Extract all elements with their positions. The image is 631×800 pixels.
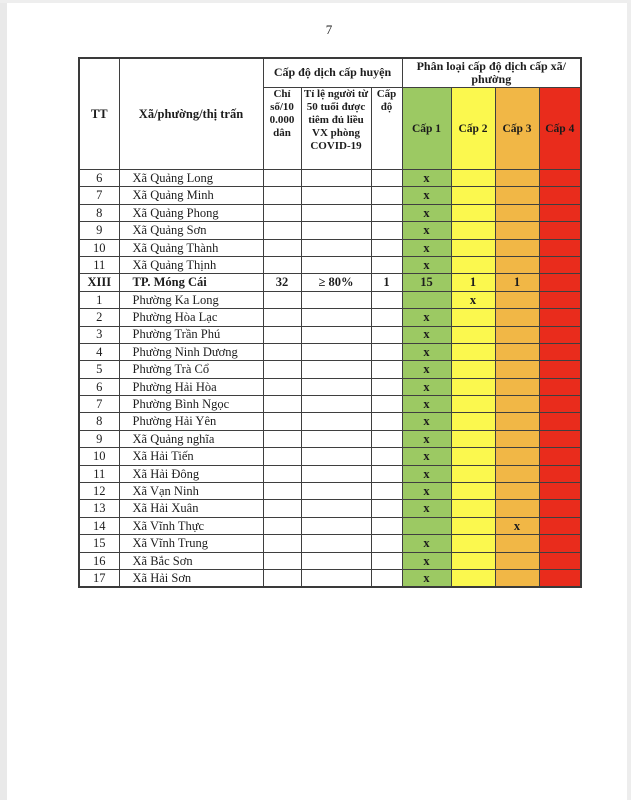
cell-tt: 6	[79, 378, 119, 395]
cell-name: Xã Quảng Phong	[119, 204, 263, 221]
table-row	[79, 291, 581, 308]
cell-level-1: x	[402, 413, 451, 430]
cell-ti-le	[301, 361, 371, 378]
cell-name: Xã Quảng nghĩa	[119, 430, 263, 447]
cell-level-4	[539, 535, 581, 552]
cell-tt: 5	[79, 361, 119, 378]
cell-cap-do	[371, 222, 402, 239]
cell-chi-so	[263, 396, 301, 413]
table-body	[79, 170, 581, 588]
cell-ti-le	[301, 291, 371, 308]
cell-level-4	[539, 396, 581, 413]
table-row	[79, 274, 581, 291]
cell-tt: 8	[79, 413, 119, 430]
cell-cap-do	[371, 326, 402, 343]
header-tt: TT	[79, 58, 119, 170]
cell-cap-do	[371, 483, 402, 500]
cell-chi-so: 32	[263, 274, 301, 291]
cell-level-2	[451, 256, 495, 273]
table-row	[79, 396, 581, 413]
cell-chi-so	[263, 361, 301, 378]
cell-level-2	[451, 413, 495, 430]
cell-level-1: x	[402, 396, 451, 413]
cell-name: Phường Hải Yên	[119, 413, 263, 430]
cell-tt: 9	[79, 222, 119, 239]
cell-level-3	[495, 413, 539, 430]
cell-level-2	[451, 204, 495, 221]
cell-level-1: x	[402, 239, 451, 256]
table-row	[79, 448, 581, 465]
cell-level-2: 1	[451, 274, 495, 291]
cell-name: Xã Hải Đông	[119, 465, 263, 482]
cell-level-4	[539, 448, 581, 465]
cell-ti-le	[301, 204, 371, 221]
table-row	[79, 222, 581, 239]
cell-chi-so	[263, 291, 301, 308]
cell-level-1: x	[402, 465, 451, 482]
cell-chi-so	[263, 378, 301, 395]
header-index-per-100k: Chỉ số/10 0.000 dân	[263, 88, 301, 170]
cell-cap-do	[371, 187, 402, 204]
cell-level-4	[539, 291, 581, 308]
cell-level-4	[539, 309, 581, 326]
cell-ti-le	[301, 222, 371, 239]
header-commune: Xã/phường/thị trấn	[119, 58, 263, 170]
cell-name: TP. Móng Cái	[119, 274, 263, 291]
cell-level-4	[539, 326, 581, 343]
cell-level-2	[451, 222, 495, 239]
cell-level-1: x	[402, 448, 451, 465]
cell-level-2	[451, 326, 495, 343]
cell-tt: 2	[79, 309, 119, 326]
cell-name: Xã Vĩnh Trung	[119, 535, 263, 552]
scan-edge-left	[0, 0, 7, 800]
cell-level-1: x	[402, 500, 451, 517]
cell-level-1: x	[402, 204, 451, 221]
cell-level-1: x	[402, 343, 451, 360]
cell-chi-so	[263, 569, 301, 587]
cell-level-4	[539, 569, 581, 587]
cell-cap-do	[371, 204, 402, 221]
cell-name: Xã Quảng Thịnh	[119, 256, 263, 273]
cell-cap-do	[371, 465, 402, 482]
cell-chi-so	[263, 448, 301, 465]
cell-level-1: x	[402, 326, 451, 343]
cell-level-1: x	[402, 222, 451, 239]
cell-cap-do	[371, 170, 402, 187]
header-level-1: Cấp 1	[402, 88, 451, 170]
cell-tt: 7	[79, 396, 119, 413]
cell-name: Phường Ninh Dương	[119, 343, 263, 360]
table-row	[79, 343, 581, 360]
cell-cap-do	[371, 239, 402, 256]
cell-tt: 15	[79, 535, 119, 552]
cell-level-3	[495, 483, 539, 500]
cell-cap-do	[371, 535, 402, 552]
cell-chi-so	[263, 187, 301, 204]
cell-level-1: x	[402, 483, 451, 500]
cell-name: Phường Bình Ngọc	[119, 396, 263, 413]
table-row	[79, 500, 581, 517]
cell-level-2	[451, 309, 495, 326]
table-row	[79, 239, 581, 256]
cell-level-4	[539, 413, 581, 430]
cell-ti-le	[301, 187, 371, 204]
header-classification-group: Phân loại cấp độ dịch cấp xã/ phường	[402, 58, 581, 88]
cell-cap-do	[371, 396, 402, 413]
cell-ti-le	[301, 378, 371, 395]
header-row-groups	[79, 58, 581, 88]
table-row	[79, 309, 581, 326]
cell-tt: 9	[79, 430, 119, 447]
cell-level-4	[539, 483, 581, 500]
cell-chi-so	[263, 326, 301, 343]
cell-ti-le	[301, 552, 371, 569]
cell-level-3	[495, 309, 539, 326]
cell-level-3	[495, 222, 539, 239]
cell-tt: 8	[79, 204, 119, 221]
cell-name: Xã Hải Xuân	[119, 500, 263, 517]
header-district-group: Cấp độ dịch cấp huyện	[263, 58, 402, 88]
cell-name: Phường Trà Cổ	[119, 361, 263, 378]
cell-tt: 10	[79, 448, 119, 465]
cell-ti-le	[301, 517, 371, 534]
table-row	[79, 256, 581, 273]
cell-level-2	[451, 500, 495, 517]
cell-level-1: x	[402, 569, 451, 587]
table-row	[79, 361, 581, 378]
cell-name: Phường Trần Phú	[119, 326, 263, 343]
cell-level-2	[451, 396, 495, 413]
cell-level-1: x	[402, 552, 451, 569]
cell-level-4	[539, 343, 581, 360]
cell-level-4	[539, 465, 581, 482]
header-district-level: Cấp độ	[371, 88, 402, 170]
cell-chi-so	[263, 517, 301, 534]
cell-ti-le	[301, 396, 371, 413]
cell-level-2	[451, 552, 495, 569]
table-row	[79, 465, 581, 482]
cell-cap-do	[371, 569, 402, 587]
cell-level-4	[539, 378, 581, 395]
cell-ti-le	[301, 500, 371, 517]
cell-level-3	[495, 535, 539, 552]
cell-name: Phường Ka Long	[119, 291, 263, 308]
cell-level-3	[495, 343, 539, 360]
table-row	[79, 535, 581, 552]
cell-chi-so	[263, 309, 301, 326]
cell-level-3	[495, 552, 539, 569]
cell-ti-le	[301, 569, 371, 587]
cell-level-4	[539, 552, 581, 569]
cell-name: Xã Bắc Sơn	[119, 552, 263, 569]
cell-ti-le	[301, 343, 371, 360]
cell-cap-do	[371, 413, 402, 430]
cell-cap-do	[371, 448, 402, 465]
cell-tt: 12	[79, 483, 119, 500]
cell-ti-le	[301, 239, 371, 256]
cell-level-2: x	[451, 291, 495, 308]
cell-ti-le	[301, 465, 371, 482]
cell-name: Xã Hải Tiến	[119, 448, 263, 465]
table-row	[79, 517, 581, 534]
cell-ti-le	[301, 448, 371, 465]
cell-level-4	[539, 274, 581, 291]
cell-chi-so	[263, 204, 301, 221]
cell-cap-do	[371, 517, 402, 534]
scan-edge-top	[0, 0, 631, 3]
cell-level-3	[495, 239, 539, 256]
cell-level-2	[451, 239, 495, 256]
page-number: 7	[325, 22, 333, 37]
cell-ti-le	[301, 256, 371, 273]
cell-name: Xã Quảng Sơn	[119, 222, 263, 239]
cell-cap-do	[371, 256, 402, 273]
cell-cap-do: 1	[371, 274, 402, 291]
cell-chi-so	[263, 535, 301, 552]
cell-name: Xã Vĩnh Thực	[119, 517, 263, 534]
cell-level-2	[451, 465, 495, 482]
cell-level-3	[495, 378, 539, 395]
cell-cap-do	[371, 309, 402, 326]
cell-level-1	[402, 291, 451, 308]
cell-chi-so	[263, 483, 301, 500]
header-level-2: Cấp 2	[451, 88, 495, 170]
cell-level-4	[539, 500, 581, 517]
cell-tt: 1	[79, 291, 119, 308]
cell-level-3	[495, 326, 539, 343]
header-vaccination-rate: Tỉ lệ người từ 50 tuổi được tiêm đủ liều VX phòng COVID-19	[301, 88, 371, 170]
cell-cap-do	[371, 378, 402, 395]
table-row	[79, 326, 581, 343]
cell-chi-so	[263, 413, 301, 430]
cell-level-2	[451, 378, 495, 395]
cell-name: Phường Hòa Lạc	[119, 309, 263, 326]
table-header	[79, 58, 581, 170]
cell-level-3	[495, 396, 539, 413]
cell-chi-so	[263, 239, 301, 256]
cell-ti-le	[301, 170, 371, 187]
cell-ti-le	[301, 430, 371, 447]
cell-level-1: x	[402, 256, 451, 273]
cell-tt: 11	[79, 256, 119, 273]
cell-level-1: x	[402, 378, 451, 395]
cell-level-3	[495, 291, 539, 308]
cell-cap-do	[371, 291, 402, 308]
cell-level-3	[495, 204, 539, 221]
cell-level-2	[451, 187, 495, 204]
cell-ti-le	[301, 309, 371, 326]
cell-level-2	[451, 483, 495, 500]
header-level-3: Cấp 3	[495, 88, 539, 170]
table-row	[79, 170, 581, 187]
cell-cap-do	[371, 430, 402, 447]
cell-level-2	[451, 517, 495, 534]
table-row	[79, 483, 581, 500]
cell-level-2	[451, 448, 495, 465]
cell-name: Xã Vạn Ninh	[119, 483, 263, 500]
cell-chi-so	[263, 552, 301, 569]
cell-level-2	[451, 430, 495, 447]
cell-chi-so	[263, 170, 301, 187]
cell-level-2	[451, 343, 495, 360]
cell-level-4	[539, 430, 581, 447]
cell-level-3	[495, 430, 539, 447]
table-row	[79, 187, 581, 204]
table-row	[79, 552, 581, 569]
cell-chi-so	[263, 256, 301, 273]
cell-name: Xã Quảng Thành	[119, 239, 263, 256]
scan-edge-right	[627, 0, 631, 800]
table-row	[79, 378, 581, 395]
cell-name: Xã Quảng Long	[119, 170, 263, 187]
cell-tt: 3	[79, 326, 119, 343]
cell-tt: 11	[79, 465, 119, 482]
cell-level-1: 15	[402, 274, 451, 291]
cell-level-2	[451, 569, 495, 587]
cell-chi-so	[263, 430, 301, 447]
cell-level-3	[495, 361, 539, 378]
cell-chi-so	[263, 343, 301, 360]
cell-level-4	[539, 517, 581, 534]
cell-ti-le: ≥ 80%	[301, 274, 371, 291]
cell-level-1	[402, 517, 451, 534]
cell-tt: 7	[79, 187, 119, 204]
cell-level-3	[495, 448, 539, 465]
cell-tt: 10	[79, 239, 119, 256]
table-row	[79, 413, 581, 430]
cell-tt: 14	[79, 517, 119, 534]
cell-ti-le	[301, 413, 371, 430]
cell-level-1: x	[402, 187, 451, 204]
table-row	[79, 204, 581, 221]
cell-name: Phường Hải Hòa	[119, 378, 263, 395]
cell-chi-so	[263, 500, 301, 517]
cell-level-1: x	[402, 309, 451, 326]
cell-tt: 16	[79, 552, 119, 569]
header-level-4: Cấp 4	[539, 88, 581, 170]
cell-level-2	[451, 535, 495, 552]
cell-level-4	[539, 170, 581, 187]
cell-tt: 6	[79, 170, 119, 187]
cell-cap-do	[371, 552, 402, 569]
cell-level-4	[539, 256, 581, 273]
cell-level-2	[451, 170, 495, 187]
cell-level-1: x	[402, 361, 451, 378]
cell-level-3	[495, 500, 539, 517]
cell-cap-do	[371, 343, 402, 360]
cell-name: Xã Hải Sơn	[119, 569, 263, 587]
cell-level-2	[451, 361, 495, 378]
cell-tt: XIII	[79, 274, 119, 291]
cell-level-1: x	[402, 535, 451, 552]
cell-name: Xã Quảng Minh	[119, 187, 263, 204]
cell-ti-le	[301, 535, 371, 552]
table-row	[79, 430, 581, 447]
cell-level-3	[495, 569, 539, 587]
cell-chi-so	[263, 465, 301, 482]
cell-tt: 17	[79, 569, 119, 587]
cell-chi-so	[263, 222, 301, 239]
cell-level-4	[539, 361, 581, 378]
cell-level-4	[539, 187, 581, 204]
epidemic-level-table	[78, 57, 582, 588]
cell-level-3: 1	[495, 274, 539, 291]
cell-level-4	[539, 204, 581, 221]
cell-ti-le	[301, 326, 371, 343]
cell-tt: 4	[79, 343, 119, 360]
table-row	[79, 569, 581, 587]
cell-level-3	[495, 465, 539, 482]
cell-level-3	[495, 256, 539, 273]
cell-level-1: x	[402, 430, 451, 447]
cell-level-1: x	[402, 170, 451, 187]
cell-level-3	[495, 187, 539, 204]
cell-cap-do	[371, 361, 402, 378]
cell-tt: 13	[79, 500, 119, 517]
cell-level-4	[539, 239, 581, 256]
cell-level-4	[539, 222, 581, 239]
cell-level-3	[495, 170, 539, 187]
cell-level-3: x	[495, 517, 539, 534]
cell-ti-le	[301, 483, 371, 500]
cell-cap-do	[371, 500, 402, 517]
